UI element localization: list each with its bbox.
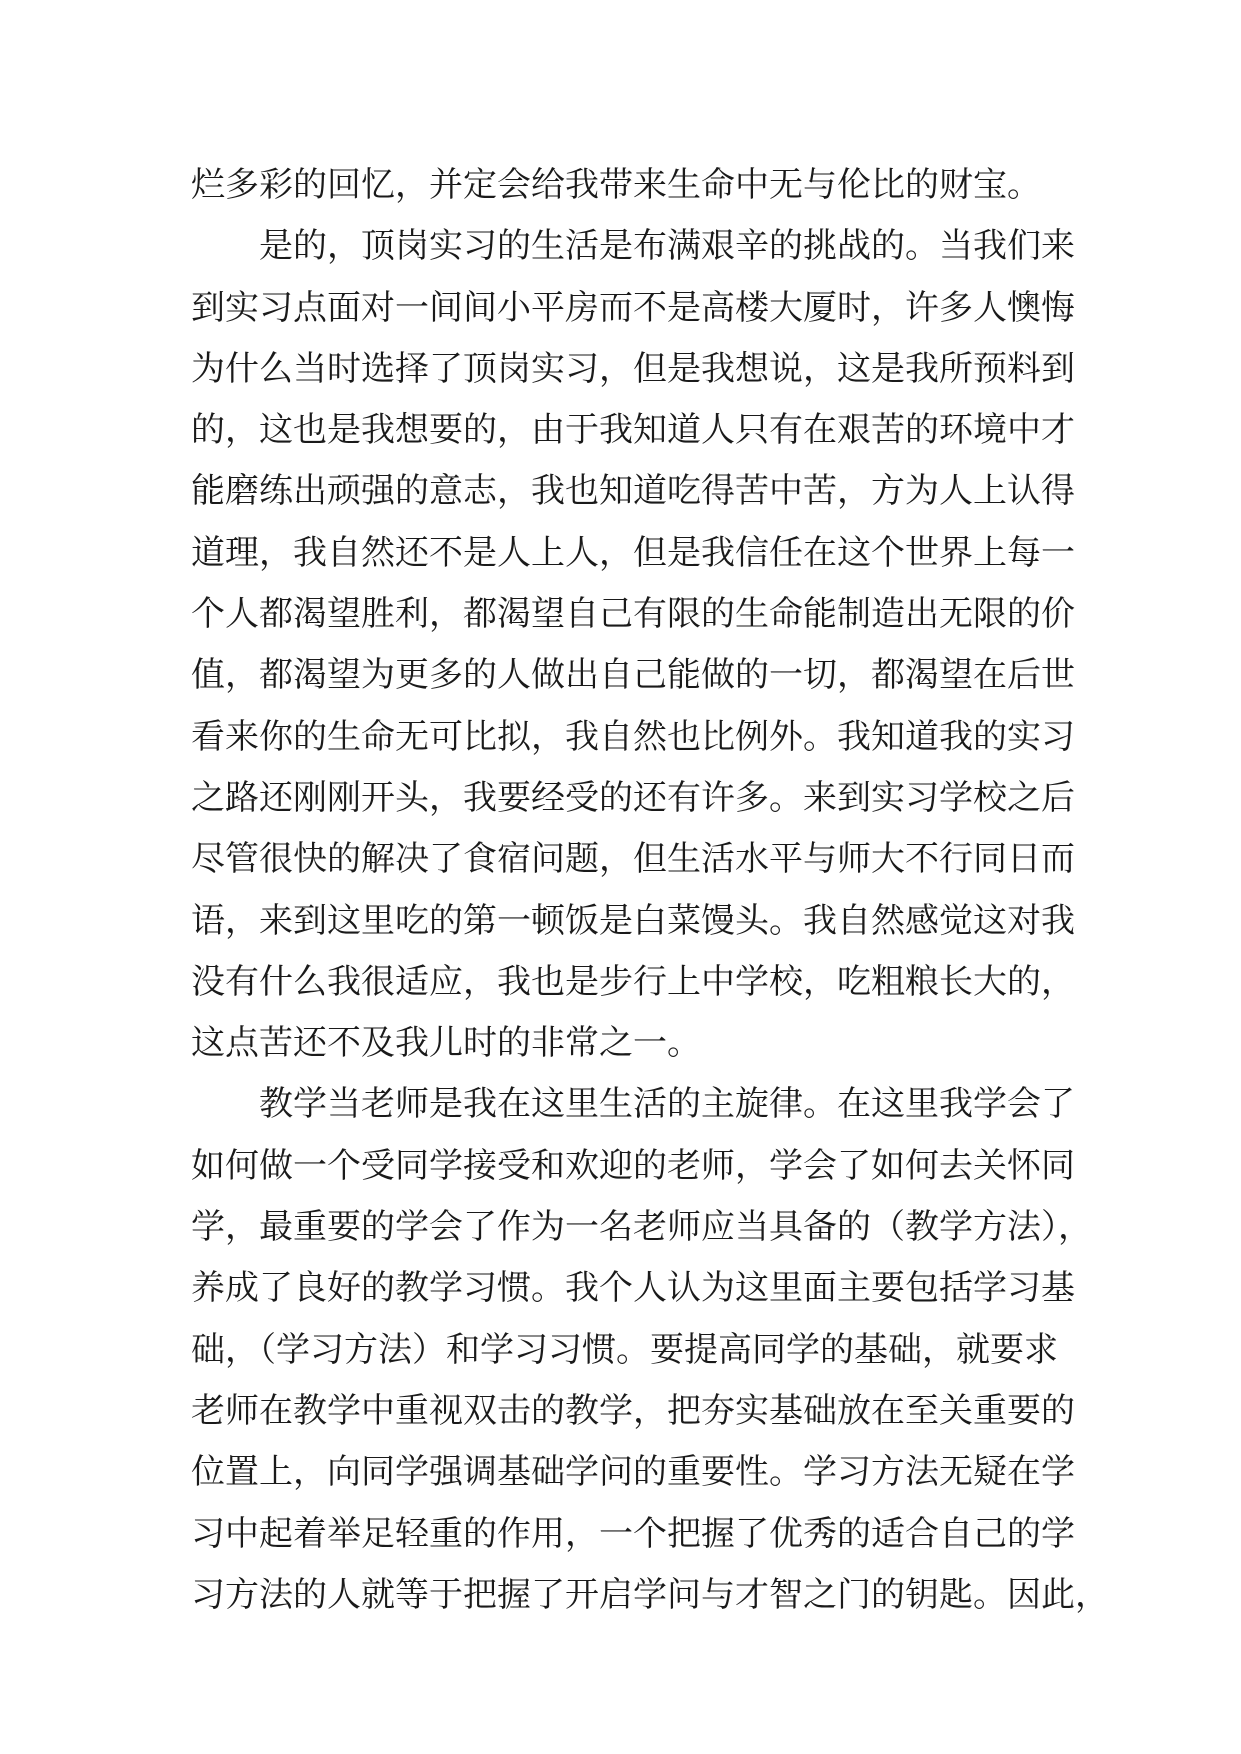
text-line: 到实习点面对一间间小平房而不是高楼大厦时，许多人懊悔 [191, 287, 1075, 328]
text-line: 础，（学习方法）和学习习惯。要提高同学的基础，就要求 [191, 1329, 1058, 1370]
text-line: 习方法的人就等于把握了开启学问与才智之门的钥匙。因此， [191, 1574, 1109, 1615]
text-line: 如何做一个受同学接受和欢迎的老师，学会了如何去关怀同 [191, 1145, 1075, 1186]
text-line: 为什么当时选择了顶岗实习，但是我想说，这是我所预料到 [191, 348, 1075, 389]
text-line: 尽管很快的解决了食宿问题，但生活水平与师大不行同日而 [191, 839, 1075, 880]
text-line: 老师在教学中重视双击的教学，把夯实基础放在至关重要的 [191, 1390, 1075, 1431]
text-line: 教学当老师是我在这里生活的主旋律。在这里我学会了 [259, 1084, 1075, 1125]
text-line: 位置上，向同学强调基础学问的重要性。学习方法无疑在学 [191, 1452, 1075, 1493]
text-line: 的，这也是我想要的，由于我知道人只有在艰苦的环境中才 [191, 410, 1075, 451]
text-line: 道理，我自然还不是人上人，但是我信任在这个世界上每一 [191, 532, 1075, 573]
text-line: 养成了良好的教学习惯。我个人认为这里面主要包括学习基 [191, 1268, 1075, 1309]
text-line: 是的，顶岗实习的生活是布满艰辛的挑战的。当我们来 [259, 226, 1075, 267]
text-line: 没有什么我很适应，我也是步行上中学校，吃粗粮长大的， [191, 961, 1075, 1002]
text-line: 烂多彩的回忆，并定会给我带来生命中无与伦比的财宝。 [191, 165, 1041, 205]
text-line: 个人都渴望胜利，都渴望自己有限的生命能制造出无限的价 [191, 594, 1075, 635]
text-line: 语，来到这里吃的第一顿饭是白菜馒头。我自然感觉这对我 [191, 900, 1075, 941]
body-text [191, 155, 1109, 1626]
text-line: 学，最重要的学会了作为一名老师应当具备的（教学方法）， [191, 1207, 1092, 1248]
text-line: 之路还刚刚开头，我要经受的还有许多。来到实习学校之后 [191, 777, 1075, 818]
text-line: 能磨练出顽强的意志，我也知道吃得苦中苦，方为人上认得 [191, 471, 1075, 512]
text-line: 看来你的生命无可比拟，我自然也比例外。我知道我的实习 [191, 716, 1075, 757]
text-line: 习中起着举足轻重的作用，一个把握了优秀的适合自己的学 [191, 1513, 1075, 1554]
text-line: 这点苦还不及我儿时的非常之一。 [191, 1023, 701, 1064]
text-line: 值，都渴望为更多的人做出自己能做的一切，都渴望在后世 [191, 655, 1075, 696]
